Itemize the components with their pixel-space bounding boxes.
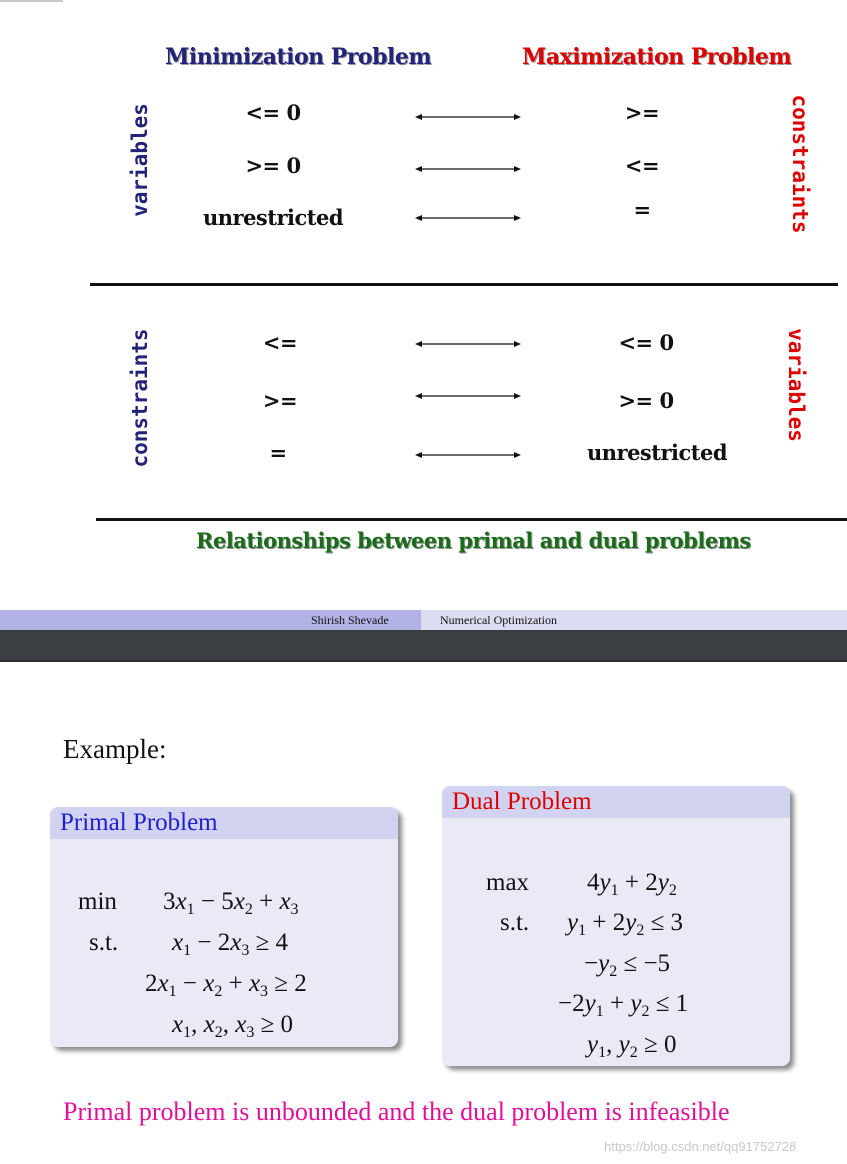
primal-problem-title: Primal Problem [50, 807, 398, 839]
example-label: Example: [63, 734, 167, 764]
side-label-constraints-right: constraints [788, 94, 812, 234]
footer-author: Shirish Shevade [311, 613, 389, 627]
divider-line [96, 518, 847, 521]
bottom-row-2-right: >= 0 [618, 388, 674, 413]
bottom-row-3-right: unrestricted [586, 440, 728, 465]
double-arrow-icon [415, 450, 521, 460]
double-arrow-icon [415, 164, 521, 174]
maximization-header: Maximization Problem [522, 44, 792, 70]
side-label-constraints-left: constraints [128, 328, 152, 468]
bottom-row-1-right: <= 0 [618, 330, 674, 355]
page-separator [0, 630, 847, 662]
watermark: https://blog.csdn.net/qq91752728 [604, 1139, 797, 1154]
dual-constraint-1: $y_1 + 2y_2 \le 3$ [567, 909, 684, 939]
double-arrow-icon [415, 339, 521, 349]
minimization-header: Minimization Problem [165, 44, 432, 70]
dual-max-keyword: max [486, 869, 530, 896]
top-row-3-right: = [633, 197, 651, 222]
primal-constraint-2: $2x_1 - x_2 + x_3 \ge 2$ [145, 970, 307, 1000]
double-arrow-icon [415, 391, 521, 401]
dual-objective: $4y_1 + 2y_2$ [587, 869, 677, 899]
primal-constraint-1: $x_1 - 2x_3 \ge 4$ [172, 929, 289, 959]
double-arrow-icon [415, 112, 521, 122]
dual-nonnegativity: $y_1$, $y_2 \ge 0$ [587, 1031, 677, 1061]
side-label-variables-left: variables [128, 103, 152, 217]
caption-relationships: Relationships between primal and dual problems [196, 528, 751, 553]
footer-course: Numerical Optimization [440, 613, 557, 627]
dual-st-keyword: s.t. [500, 909, 530, 936]
dual-problem-title: Dual Problem [442, 786, 790, 818]
divider-line [90, 283, 838, 286]
top-row-2-right: <= [624, 153, 660, 178]
conclusion-text: Primal problem is unbounded and the dual problem is infeasible [63, 1097, 730, 1126]
top-row-2-left: >= 0 [245, 153, 301, 178]
primal-objective: $3x_1 - 5x_2 + x_3$ [163, 888, 299, 918]
side-label-variables-right: variables [784, 328, 808, 442]
bottom-row-1-left: <= [262, 330, 298, 355]
top-row-1-left: <= 0 [245, 100, 301, 125]
dual-constraint-2: $-y_2 \le -5$ [584, 950, 671, 980]
primal-min-keyword: min [78, 888, 117, 915]
top-row-1-right: >= [624, 100, 660, 125]
dual-constraint-3: $-2y_1 + y_2 \le 1$ [558, 990, 689, 1020]
bottom-row-2-left: >= [262, 388, 298, 413]
double-arrow-icon [415, 213, 521, 223]
corner-mark [0, 0, 63, 2]
bottom-row-3-left: = [269, 440, 287, 465]
primal-nonnegativity: $x_1$, $x_2$, $x_3 \ge 0$ [172, 1011, 294, 1041]
top-row-3-left: unrestricted [202, 205, 344, 230]
primal-st-keyword: s.t. [89, 929, 119, 956]
